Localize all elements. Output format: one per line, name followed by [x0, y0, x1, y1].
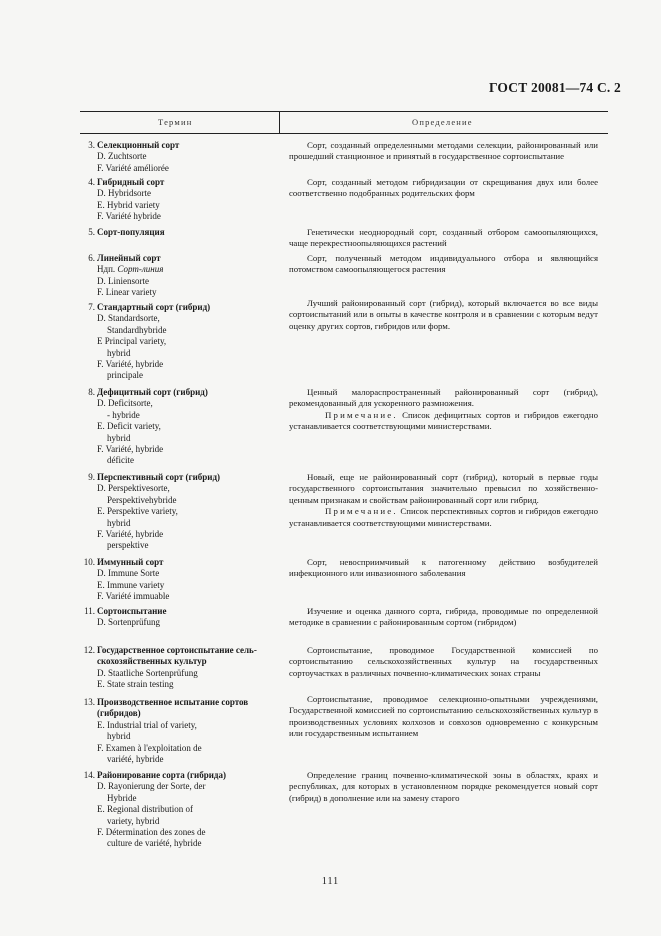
- foreign-equivalent: E Principal variety,: [97, 336, 167, 347]
- foreign-equivalent: F. Détermination des zones de: [97, 827, 206, 838]
- definition: [289, 694, 598, 740]
- term-number: 11.: [84, 606, 95, 616]
- definition: [289, 557, 598, 580]
- term-number: 3.: [88, 140, 95, 150]
- definition-note: [289, 506, 598, 529]
- definition-text: Сортоиспытание, проводимое Государственной комиссией по сортоиспытанию сельскохозяйственных культур на государственных сортоучастках в различных почвенно-климатических зонах страны: [289, 645, 598, 678]
- term-entry: [80, 472, 280, 552]
- foreign-equivalent: F. Variété améliorée: [97, 162, 169, 173]
- foreign-equivalent: hybrid: [107, 517, 131, 528]
- term-entry: [80, 227, 280, 238]
- foreign-equivalent: E. Industrial trial of variety,: [97, 719, 197, 730]
- term-entry: [80, 770, 280, 850]
- note-label: Примечание.: [325, 409, 398, 420]
- definition: [289, 298, 598, 332]
- foreign-equivalent: D. Rayonierung der Sorte, der: [97, 781, 206, 792]
- term-entry: [80, 177, 280, 223]
- deprecated-term: [80, 264, 280, 275]
- foreign-equivalent: hybrid: [107, 432, 131, 443]
- column-header-term: Термин: [158, 117, 193, 127]
- foreign-equivalent: D. Hybridsorte: [97, 188, 151, 199]
- note-label: Примечание.: [325, 506, 398, 517]
- term-name: Сортоиспытание: [97, 606, 167, 616]
- foreign-equivalent: D. Perspektivesorte,: [97, 483, 170, 494]
- foreign-equivalent: F. Variété, hybride: [97, 359, 164, 370]
- foreign-equivalent: F. Variété hybride: [97, 211, 161, 222]
- foreign-equivalent: déficite: [107, 455, 134, 466]
- term-name-continued: скохозяйственных культур: [97, 656, 207, 667]
- foreign-equivalent: D. Standardsorte,: [97, 313, 160, 324]
- definition-text: Лучший районированный сорт (гибрид), который включается во все виды сортоиспытаний или в опыты в качестве контроля и в сравнении с которым ведут оценку других сортов, гибридов или форм.: [289, 298, 598, 331]
- foreign-equivalent: F. Linear variety: [97, 287, 157, 298]
- definition-text: Сортоиспытание, проводимое селекционно-опытными учреждениями, Государственной комиссией по сортоиспытанию сельскохозяйственных культур в производственных условиях колхозов и совхозов одновременно с конкурсным или государственным испытанием: [289, 694, 598, 739]
- foreign-equivalent: E. State strain testing: [97, 679, 174, 690]
- definition-text: Генетически неоднородный сорт, созданный отбором самоопыляющихся, чаще перекрестноопыляющихся растений: [289, 227, 598, 249]
- term-number: 6.: [88, 253, 95, 263]
- foreign-equivalent: F. Variété, hybride: [97, 529, 164, 540]
- definition-text: Сорт, созданный определенными методами селекции, районированный или прошедший станционное и принятый в государственное сортоиспытание: [289, 140, 598, 162]
- term-number: 4.: [88, 177, 95, 187]
- definition-note: [289, 410, 598, 433]
- definition: [289, 253, 598, 276]
- term-number: 7.: [88, 302, 95, 312]
- definition-text: Сорт, созданный методом гибридизации от скрещивания двух или более соответственно подобранных родительских форм: [289, 177, 598, 199]
- term-entry: [80, 606, 280, 629]
- definition-text: Новый, еще не районированный сорт (гибрид), который в первые годы государственного сортоиспытания значительно превысил по хозяйственно-ценным признакам и свойствам районированный сорт или гибрид.: [289, 472, 598, 505]
- foreign-equivalent: D. Sortenprüfung: [97, 617, 160, 628]
- foreign-equivalent: D. Immune Sorte: [97, 568, 160, 579]
- definition-text: Сорт, невосприимчивый к патогенному действию возбудителей инфекционного или инвазионного заболевания: [289, 557, 598, 579]
- term-entry: [80, 302, 280, 382]
- term-entry: [80, 387, 280, 467]
- term-name: Перспективный сорт (гибрид): [97, 472, 221, 482]
- foreign-equivalent: D. Zuchtsorte: [97, 151, 147, 162]
- foreign-equivalent: D. Deficitsorte,: [97, 398, 153, 409]
- foreign-equivalent: E. Hybrid variety: [97, 199, 160, 210]
- term-name: Производственное испытание сортов: [97, 697, 249, 707]
- foreign-equivalent: F. Variété, hybride: [97, 444, 164, 455]
- term-name: Стандартный сорт (гибрид): [97, 302, 211, 312]
- foreign-equivalent: E. Perspektive variety,: [97, 506, 178, 517]
- term-number: 14.: [83, 770, 95, 780]
- definition: [289, 770, 598, 804]
- foreign-equivalent: Hybride: [107, 792, 137, 803]
- foreign-equivalent: variety, hybrid: [107, 815, 160, 826]
- term-entry: [80, 253, 280, 299]
- term-name-continued: (гибридов): [97, 708, 141, 719]
- definition: [289, 140, 598, 163]
- foreign-equivalent: F. Variété immuable: [97, 591, 170, 602]
- definition: [289, 227, 598, 250]
- term-name: Селекционный сорт: [97, 140, 180, 150]
- term-number: 8.: [88, 387, 95, 397]
- term-entry: [80, 557, 280, 603]
- term-name: Иммунный сорт: [97, 557, 164, 567]
- term-number: 13.: [83, 697, 95, 707]
- foreign-equivalent: culture de variété, hybride: [107, 838, 202, 849]
- page-number: 111: [321, 876, 340, 887]
- term-name: Государственное сортоиспытание сель-: [97, 645, 257, 655]
- foreign-equivalent: principale: [107, 370, 143, 381]
- definition: [289, 606, 598, 629]
- term-name: Гибридный сорт: [97, 177, 165, 187]
- definition-text: Изучение и оценка данного сорта, гибрида, проводимые по определенной методике в сравнении с районированным сортом (гибридом): [289, 606, 598, 628]
- foreign-equivalent: Standardhybride: [107, 324, 167, 335]
- definition: [289, 645, 598, 679]
- foreign-equivalent: E. Immune variety: [97, 579, 165, 590]
- note-text: Список дефицитных сортов и гибридов ежегодно устанавливается соответствующими министерствами.: [289, 409, 598, 432]
- foreign-equivalent: Perspektivehybride: [107, 494, 177, 505]
- definition: [289, 387, 598, 433]
- term-name: Сорт-популяция: [97, 227, 165, 237]
- term-entry: [80, 697, 280, 765]
- term-entry: [80, 645, 280, 691]
- term-number: 10.: [83, 557, 95, 567]
- term-number: 12.: [83, 645, 95, 655]
- term-entry: [80, 140, 280, 174]
- foreign-equivalent: hybrid: [107, 731, 131, 742]
- page-header: ГОСТ 20081—74 С. 2: [488, 80, 621, 95]
- definition: [289, 472, 598, 529]
- definition-text: Ценный малораспространенный районированный сорт (гибрид), рекомендованный для ускоренного размножения.: [289, 387, 598, 409]
- foreign-equivalent: perspektive: [107, 540, 149, 551]
- foreign-equivalent: hybrid: [107, 347, 131, 358]
- definition-text: Определение границ почвенно-климатической зоны в областях, краях и республиках, для которых в установленном порядке рекомендуется новый сорт (гибрид) в дополнение или на замену старого: [289, 770, 598, 803]
- foreign-equivalent: D. Staatliche Sortenprüfung: [97, 667, 198, 678]
- definition-text: Сорт, полученный методом индивидуального отбора и являющийся потомством самоопыляющегося растения: [289, 253, 598, 275]
- term-name: Дефицитный сорт (гибрид): [97, 387, 208, 397]
- deprecated-label: Ндп.: [97, 264, 118, 275]
- foreign-equivalent: variété, hybride: [107, 754, 164, 765]
- term-name: Районирование сорта (гибрида): [97, 770, 226, 780]
- term-name: Линейный сорт: [97, 253, 161, 263]
- foreign-equivalent: - hybride: [107, 409, 140, 420]
- definition: [289, 177, 598, 200]
- foreign-equivalent: E. Regional distribution of: [97, 804, 193, 815]
- foreign-equivalent: D. Liniensorte: [97, 275, 149, 286]
- term-number: 5.: [88, 227, 95, 237]
- foreign-equivalent: F. Examen à l'exploitation de: [97, 742, 202, 753]
- note-text: Список перспективных сортов и гибридов ежегодно устанавливается соответствующими министерствами.: [289, 506, 599, 528]
- column-header-definition: Определение: [412, 117, 473, 127]
- deprecated-term-text: Сорт-линия: [117, 264, 164, 275]
- foreign-equivalent: E. Deficit variety,: [97, 421, 161, 432]
- term-number: 9.: [88, 472, 95, 482]
